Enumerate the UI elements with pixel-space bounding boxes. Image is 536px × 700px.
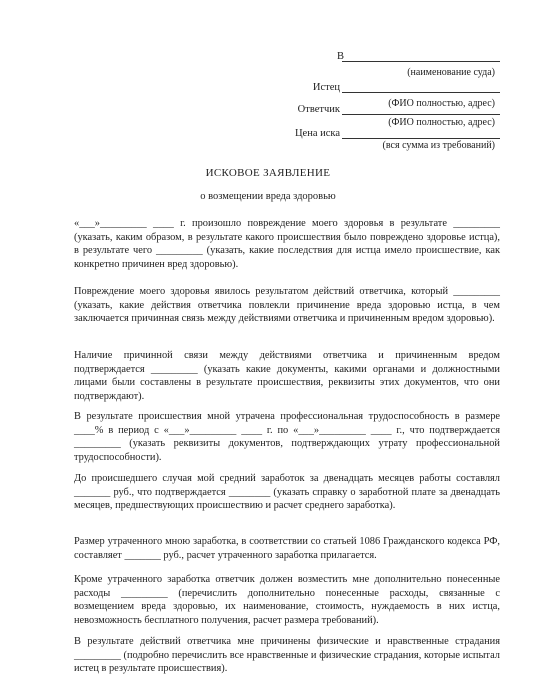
court-hint: (наименование суда) [407,67,495,78]
plaintiff-label: Истец [312,82,340,93]
plaintiff-hint: (ФИО полностью, адрес) [388,98,495,109]
court-line [342,61,500,62]
claim-price-line [342,138,500,139]
claim-price-label: Цена иска [294,128,340,139]
paragraph-moral-damage: В результате действий ответчика мне причинены физические и нравственные страдания _________ (подробно перечислить все нравственные и физические страдания, которые испытал истец в результате происшествия). [74,636,500,675]
claim-price-hint: (вся сумма из требований) [382,140,495,151]
defendant-line [342,114,500,115]
paragraph-additional-expenses: Кроме утраченного заработка ответчик должен возместить мне дополнительно понесенные расходы _________ (перечислить дополнительно понесенные расходы, связанные с возмещением вреда здоровью, их наименование, стоимость, нуждаемость в них истца, невозможность бесплатного получения, расчет размера требований). [74,574,500,626]
paragraph-average-earnings: До происшедшего случая мой средний заработок за двенадцать месяцев работы составлял _______ руб., что подтверждается ________ (указать справку о заработной плате за двенадцать месяцев, предшествующих происшествию и расчет среднего заработка). [74,473,500,512]
paragraph-work-capacity: В результате происшествия мной утрачена профессиональная трудоспособность в размере ____% в период с «___»_________ ____ г. по «___»_________ ____ г., что подтверждается _________ (указать реквизиты документов, подтверждающих утрату профессиональной трудоспособности). [74,411,500,463]
paragraph-incident: «___»_________ ____ г. произошло повреждение моего здоровья в результате _________ (указать, каким образом, в результате какого происшествия было повреждено здоровье истца), в результате чего _________ (указать, какие последствия для истца имело происшествие, как конкретно причинен вред здоровью). [74,218,500,270]
document-subtitle: о возмещении вреда здоровью [200,191,336,202]
paragraph-defendant-actions: Повреждение моего здоровья явилось результатом действий ответчика, который _________ (указать, какие действия ответчика повлекли причинение вреда здоровью истца, в чем заключается причинная связь между действиями ответчика и причиненным вредом здоровью). [74,286,500,325]
document-title: ИСКОВОЕ ЗАЯВЛЕНИЕ [205,167,331,179]
paragraph-causal-link: Наличие причинной связи между действиями ответчика и причиненным вредом подтверждается _________ (указать какие документы, какими органами и должностными лицами были составлены в результате происшествия, реквизиты этих документов, что они подтверждают). [74,350,500,402]
defendant-label: Ответчик [297,104,340,115]
defendant-hint: (ФИО полностью, адрес) [388,117,495,128]
plaintiff-line [342,92,500,93]
paragraph-lost-earnings: Размер утраченного мною заработка, в соответствии со статьей 1086 Гражданского кодекса РФ, составляет _______ руб., расчет утраченного заработка прилагается. [74,536,500,561]
court-prefix: В [336,51,344,62]
